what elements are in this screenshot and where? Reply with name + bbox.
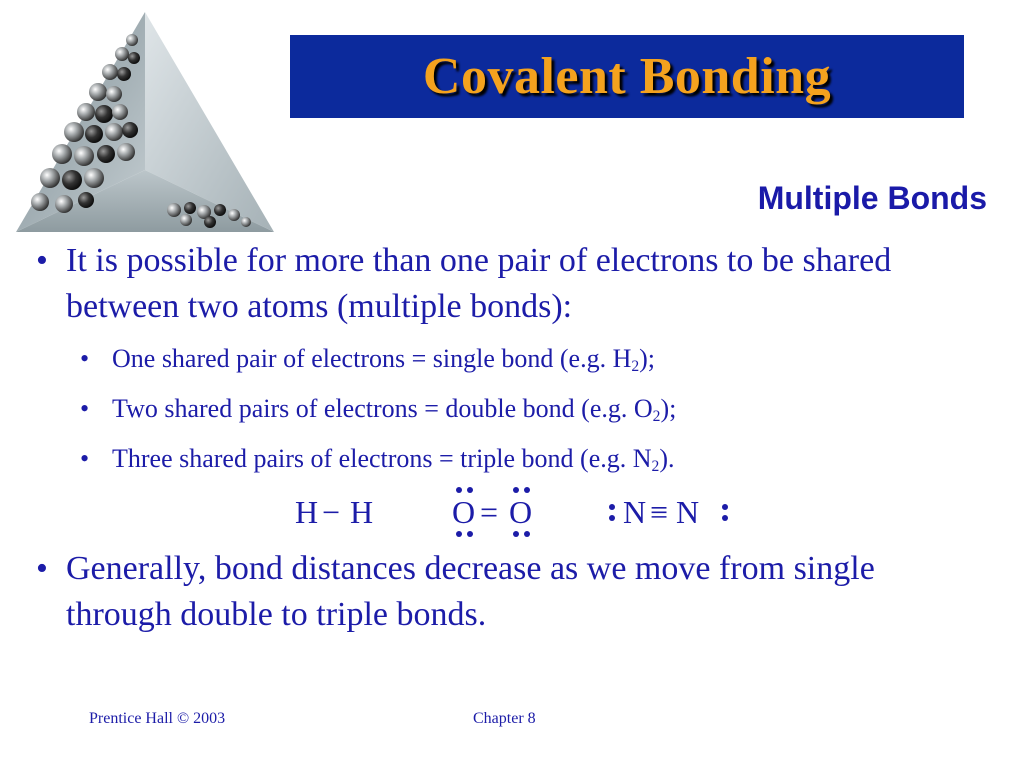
bullet-marker: •: [80, 394, 90, 423]
atom-h1: H: [295, 494, 319, 530]
sub-bullet-text: Two shared pairs of electrons = double bond (e.g. $O_2$);: [112, 394, 677, 425]
bullet-text: Generally, bond distances decrease as we move from single through double to triple bonds.: [66, 550, 875, 633]
sub-bullet-double-bond: [80, 393, 980, 433]
title-banner: [290, 35, 964, 118]
single-bond: −: [322, 494, 341, 530]
bullet-multiple-bonds: [36, 238, 936, 330]
sub-bullet-text: Three shared pairs of electrons = triple bond (e.g. $N_2$).: [112, 444, 675, 475]
footer-copyright: Prentice Hall © 2003: [89, 710, 226, 727]
lewis-structures: [280, 478, 760, 548]
slide-subtitle: Multiple Bonds: [757, 180, 987, 216]
bullet-text: It is possible for more than one pair of electrons to be shared between two atoms (multiple bonds):: [66, 242, 892, 325]
bullet-marker: •: [36, 242, 48, 279]
bullet-marker: •: [80, 444, 90, 473]
bullet-bond-distances: [36, 546, 936, 638]
sub-bullet-text: One shared pair of electrons = single bond (e.g. $H_2$);: [112, 344, 656, 375]
bullet-marker: •: [36, 550, 48, 587]
sub-bullet-triple-bond: [80, 443, 980, 483]
atom-h2: H: [350, 494, 374, 530]
bullet-marker: •: [80, 344, 90, 373]
atom-n2: N: [676, 494, 700, 530]
triple-bond: ≡: [650, 494, 669, 530]
sub-bullet-single-bond: [80, 343, 980, 383]
footer-chapter: Chapter 8: [473, 710, 536, 727]
slide-title: Covalent Bonding: [422, 48, 832, 105]
atom-o1: O: [452, 494, 476, 530]
molecule-pyramid-logo: [14, 10, 276, 236]
atom-o2: O: [509, 494, 533, 530]
atom-n1: N: [623, 494, 647, 530]
double-bond: =: [480, 494, 499, 530]
